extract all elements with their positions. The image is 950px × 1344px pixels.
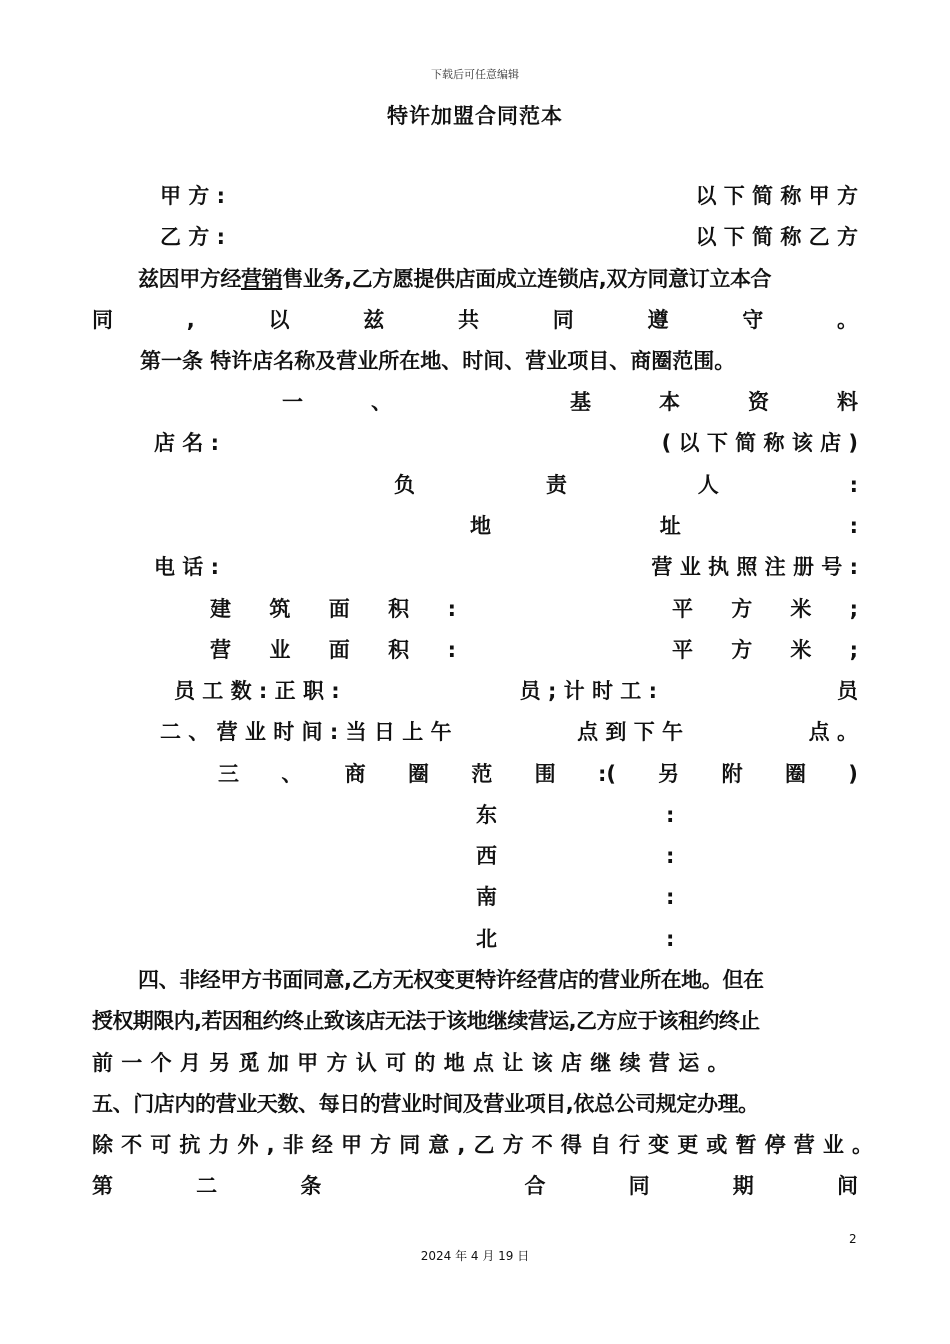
- clause-5-text: 除 不 可 抗 力 外 , 非 经 甲 方 同 意 , 乙 方 不 得 自 行 变 更 或 暂 停 营 业 。: [92, 1133, 874, 1157]
- article-2-char: 期: [732, 1174, 754, 1198]
- trade-area-heading: [92, 757, 858, 791]
- basic-info-heading: [92, 385, 858, 419]
- article-2-char: 条: [300, 1174, 322, 1198]
- intro-word: 同: [92, 308, 113, 332]
- intro-word: ,: [186, 308, 195, 332]
- business-area-char: 业: [269, 638, 291, 662]
- business-area-char: 营: [210, 638, 231, 662]
- east-label: 东: [476, 803, 497, 827]
- north-label: 北: [476, 927, 497, 951]
- clause-5-line-1: [92, 1087, 858, 1121]
- article-1-heading: [92, 344, 858, 378]
- heading-char: 本: [659, 390, 680, 414]
- party-b-line: [92, 220, 858, 254]
- intro-word: 。: [836, 308, 858, 332]
- clause-4-line-3: [92, 1046, 858, 1080]
- clause-5-text: 五、门店内的营业天数、每日的营业时间及营业项目,依总公司规定办理。: [92, 1092, 759, 1116]
- phone-label: 电 话 :: [154, 555, 220, 579]
- east-colon: :: [666, 803, 675, 827]
- building-area-unit: ;: [849, 597, 858, 621]
- contract-title: 特许加盟合同范本: [387, 104, 563, 128]
- article-2-char: 间: [836, 1174, 858, 1198]
- hours-part2: 点 到 下 午: [577, 720, 684, 744]
- party-a-line: [92, 179, 858, 213]
- staff-part1: 员 工 数 : 正 职 :: [174, 679, 340, 703]
- area-heading-char: ): [848, 762, 858, 786]
- building-area-char: 筑: [269, 597, 291, 621]
- area-heading-char: 、: [281, 762, 303, 786]
- west-line: [92, 839, 858, 873]
- intro-line-2: [92, 303, 858, 337]
- clause-5-line-2: [92, 1128, 874, 1162]
- manager-char: :: [849, 473, 858, 497]
- footer-date: 2024 年 4 月 19 日: [420, 1249, 530, 1263]
- page-number: 2: [849, 1232, 857, 1246]
- download-note: 下载后可任意编辑: [431, 68, 519, 81]
- article-2-char: 同: [628, 1174, 650, 1198]
- manager-char: 人: [697, 473, 719, 497]
- address-char: 址: [659, 514, 681, 538]
- article-1-text: 第一条 特许店名称及营业所在地、时间、营业项目、商圈范围。: [140, 349, 736, 373]
- intro-word: 共: [457, 308, 479, 332]
- building-area-unit: 方: [731, 597, 753, 621]
- intro-word: 遵: [647, 308, 669, 332]
- store-name-note: ( 以 下 简 称 该 店 ): [661, 431, 858, 455]
- east-line: [92, 798, 858, 832]
- clause-4-text: 四、非经甲方书面同意,乙方无权变更特许经营店的营业所在地。但在: [138, 968, 764, 992]
- building-area-line: [92, 592, 858, 626]
- area-heading-char: 另: [658, 762, 680, 786]
- business-area-line: [92, 633, 858, 667]
- area-heading-char: 围: [534, 762, 556, 786]
- area-heading-char: 圈: [784, 762, 806, 786]
- heading-char: 一: [282, 390, 303, 414]
- article-2-char: 二: [196, 1174, 218, 1198]
- south-colon: :: [666, 885, 675, 909]
- business-area-char: 面: [328, 638, 350, 662]
- area-heading-char: 三: [218, 762, 239, 786]
- clause-4-line-2: [92, 1004, 858, 1038]
- south-line: [92, 880, 858, 914]
- heading-char: 资: [748, 390, 769, 414]
- business-area-unit: 方: [731, 638, 753, 662]
- intro-word: 守: [742, 308, 764, 332]
- party-b-label: 乙 方 :: [160, 225, 226, 249]
- west-label: 西: [476, 844, 497, 868]
- business-area-unit: ;: [849, 638, 858, 662]
- staff-part2: 员 ; 计 时 工 :: [519, 679, 658, 703]
- manager-char: 负: [394, 473, 415, 497]
- north-line: [92, 922, 858, 956]
- west-colon: :: [666, 844, 675, 868]
- intro-underlined: 营销: [241, 267, 283, 291]
- intro-word: 同: [552, 308, 574, 332]
- building-area-unit: 米: [790, 597, 812, 621]
- area-heading-char: 圈: [407, 762, 429, 786]
- staff-part3: 员: [837, 679, 858, 703]
- building-area-char: 面: [328, 597, 350, 621]
- clause-4-line-1: [92, 963, 858, 997]
- clause-4-text: 前 一 个 月 另 觅 加 甲 方 认 可 的 地 点 让 该 店 继 续 营 运 。: [92, 1051, 730, 1075]
- heading-char: 基: [570, 390, 591, 414]
- intro-line-1: [92, 262, 858, 296]
- area-heading-char: 附: [721, 762, 743, 786]
- area-heading-char: 商: [344, 762, 366, 786]
- intro-part2: 售业务,乙方愿提供店面成立连锁店,双方同意订立本合: [282, 267, 772, 291]
- article-2-heading: [92, 1169, 858, 1203]
- building-area-unit: 平: [672, 597, 693, 621]
- building-area-char: 建: [210, 597, 231, 621]
- area-heading-char: :(: [597, 762, 616, 786]
- business-area-char: 积: [388, 638, 410, 662]
- heading-char: 料: [837, 390, 858, 414]
- article-2-char: 第: [92, 1174, 113, 1198]
- store-name-label: 店 名 :: [154, 431, 220, 455]
- party-a-note: 以 下 简 称 甲 方: [695, 184, 858, 208]
- party-b-note: 以 下 简 称 乙 方: [695, 225, 858, 249]
- area-heading-char: 范: [471, 762, 493, 786]
- license-label: 营 业 执 照 注 册 号 :: [651, 555, 858, 579]
- south-label: 南: [476, 885, 497, 909]
- business-area-unit: 米: [790, 638, 812, 662]
- hours-part3: 点 。: [808, 720, 858, 744]
- business-area-char: :: [447, 638, 456, 662]
- store-name-line: [92, 426, 858, 460]
- intro-word: 以: [268, 308, 290, 332]
- article-2-char: 合: [524, 1174, 546, 1198]
- heading-char: 、: [371, 390, 392, 414]
- address-char: :: [849, 514, 858, 538]
- building-area-char: 积: [388, 597, 410, 621]
- clause-4-text: 授权期限内,若因租约终止致该店无法于该地继续营运,乙方应于该租约终止: [92, 1009, 760, 1033]
- hours-part1: 二 、 营 业 时 间 : 当 日 上 午: [160, 720, 452, 744]
- manager-char: 责: [545, 473, 567, 497]
- party-a-label: 甲 方 :: [160, 184, 226, 208]
- business-area-unit: 平: [672, 638, 693, 662]
- address-char: 地: [470, 514, 491, 538]
- phone-line: [92, 550, 858, 584]
- intro-part1: 兹因甲方经: [138, 267, 241, 291]
- manager-line: [92, 468, 858, 502]
- hours-line: [92, 715, 858, 749]
- intro-word: 兹: [363, 308, 385, 332]
- north-colon: :: [666, 927, 675, 951]
- building-area-char: :: [447, 597, 456, 621]
- staff-line: [92, 674, 858, 708]
- address-line: [92, 509, 858, 543]
